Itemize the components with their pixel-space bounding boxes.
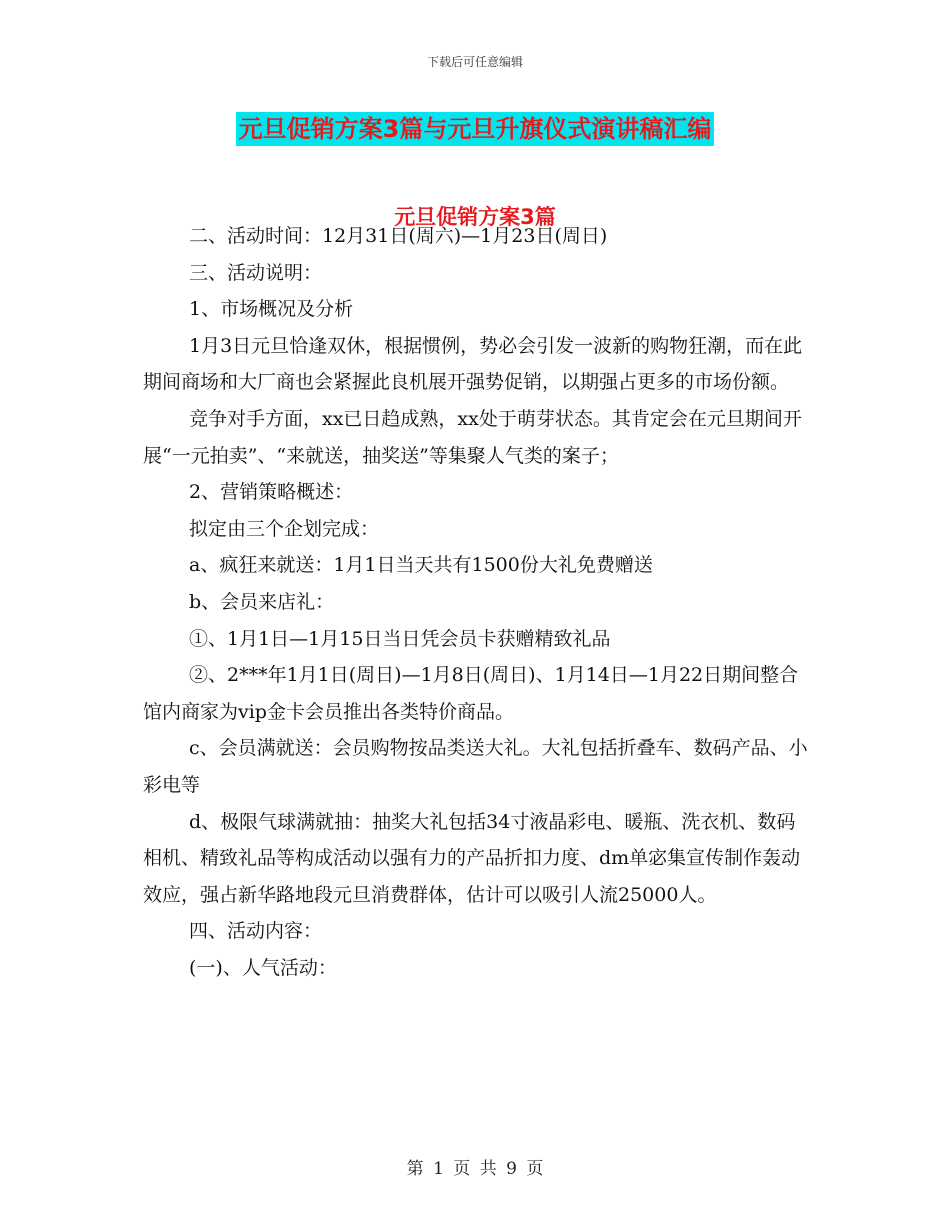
document-body [143, 218, 813, 986]
document-title: 元旦促销方案3篇与元旦升旗仪式演讲稿汇编 [236, 112, 715, 146]
section-title: 元旦促销方案3篇 [394, 205, 556, 229]
header-note: 下载后可任意编辑 [426, 55, 523, 69]
paragraph: (一)、人气活动： [189, 956, 337, 979]
paragraph: a、疯狂来就送：1月1日当天共有1500份大礼免费赠送 [189, 554, 653, 577]
page-footer: 第 1 页 共 9 页 [406, 1159, 544, 1179]
paragraph: d、极限气球满就抽：抽奖大礼包括34寸液晶彩电、暖瓶、洗衣机、数码相机、精致礼品等构成活动以强有力的产品折扣力度、dm单宓集宣传制作轰动效应，强占新华路地段元旦消费群体，估计可以吸引人流25000人。 [143, 810, 801, 906]
paragraph: 1、市场概况及分析 [189, 298, 354, 321]
paragraph: 拟定由三个企划完成： [189, 517, 380, 540]
paragraph: 三、活动说明： [189, 261, 323, 284]
paragraph: ①、1月1日—1月15日当日凭会员卡获赠精致礼品 [189, 627, 611, 650]
main-title-container [0, 112, 950, 146]
paragraph: 1月3日元旦恰逢双休，根据惯例，势必会引发一波新的购物狂潮，而在此期间商场和大厂商也会紧握此良机展开强势促销，以期强占更多的市场份额。 [143, 334, 803, 394]
paragraph: ②、2***年1月1日(周日)—1月8日(周日)、1月14日—1月22日期间整合馆内商家为vip金卡会员推出各类特价商品。 [143, 664, 799, 723]
paragraph: b、会员来店礼： [189, 590, 335, 613]
paragraph: 四、活动内容： [189, 920, 323, 943]
paragraph: 二、活动时间：12月31日(周六)—1月23日(周日) [189, 225, 608, 247]
paragraph: c、会员满就送：会员购物按品类送大礼。大礼包括折叠车、数码产品、小彩电等 [143, 737, 808, 796]
paragraph: 2、营销策略概述： [189, 481, 354, 504]
paragraph: 竞争对手方面，xx已日趋成熟，xx处于萌芽状态。其肯定会在元旦期间开展“一元拍卖”、“来就送，抽奖送”等集聚人气类的案子； [143, 407, 802, 467]
